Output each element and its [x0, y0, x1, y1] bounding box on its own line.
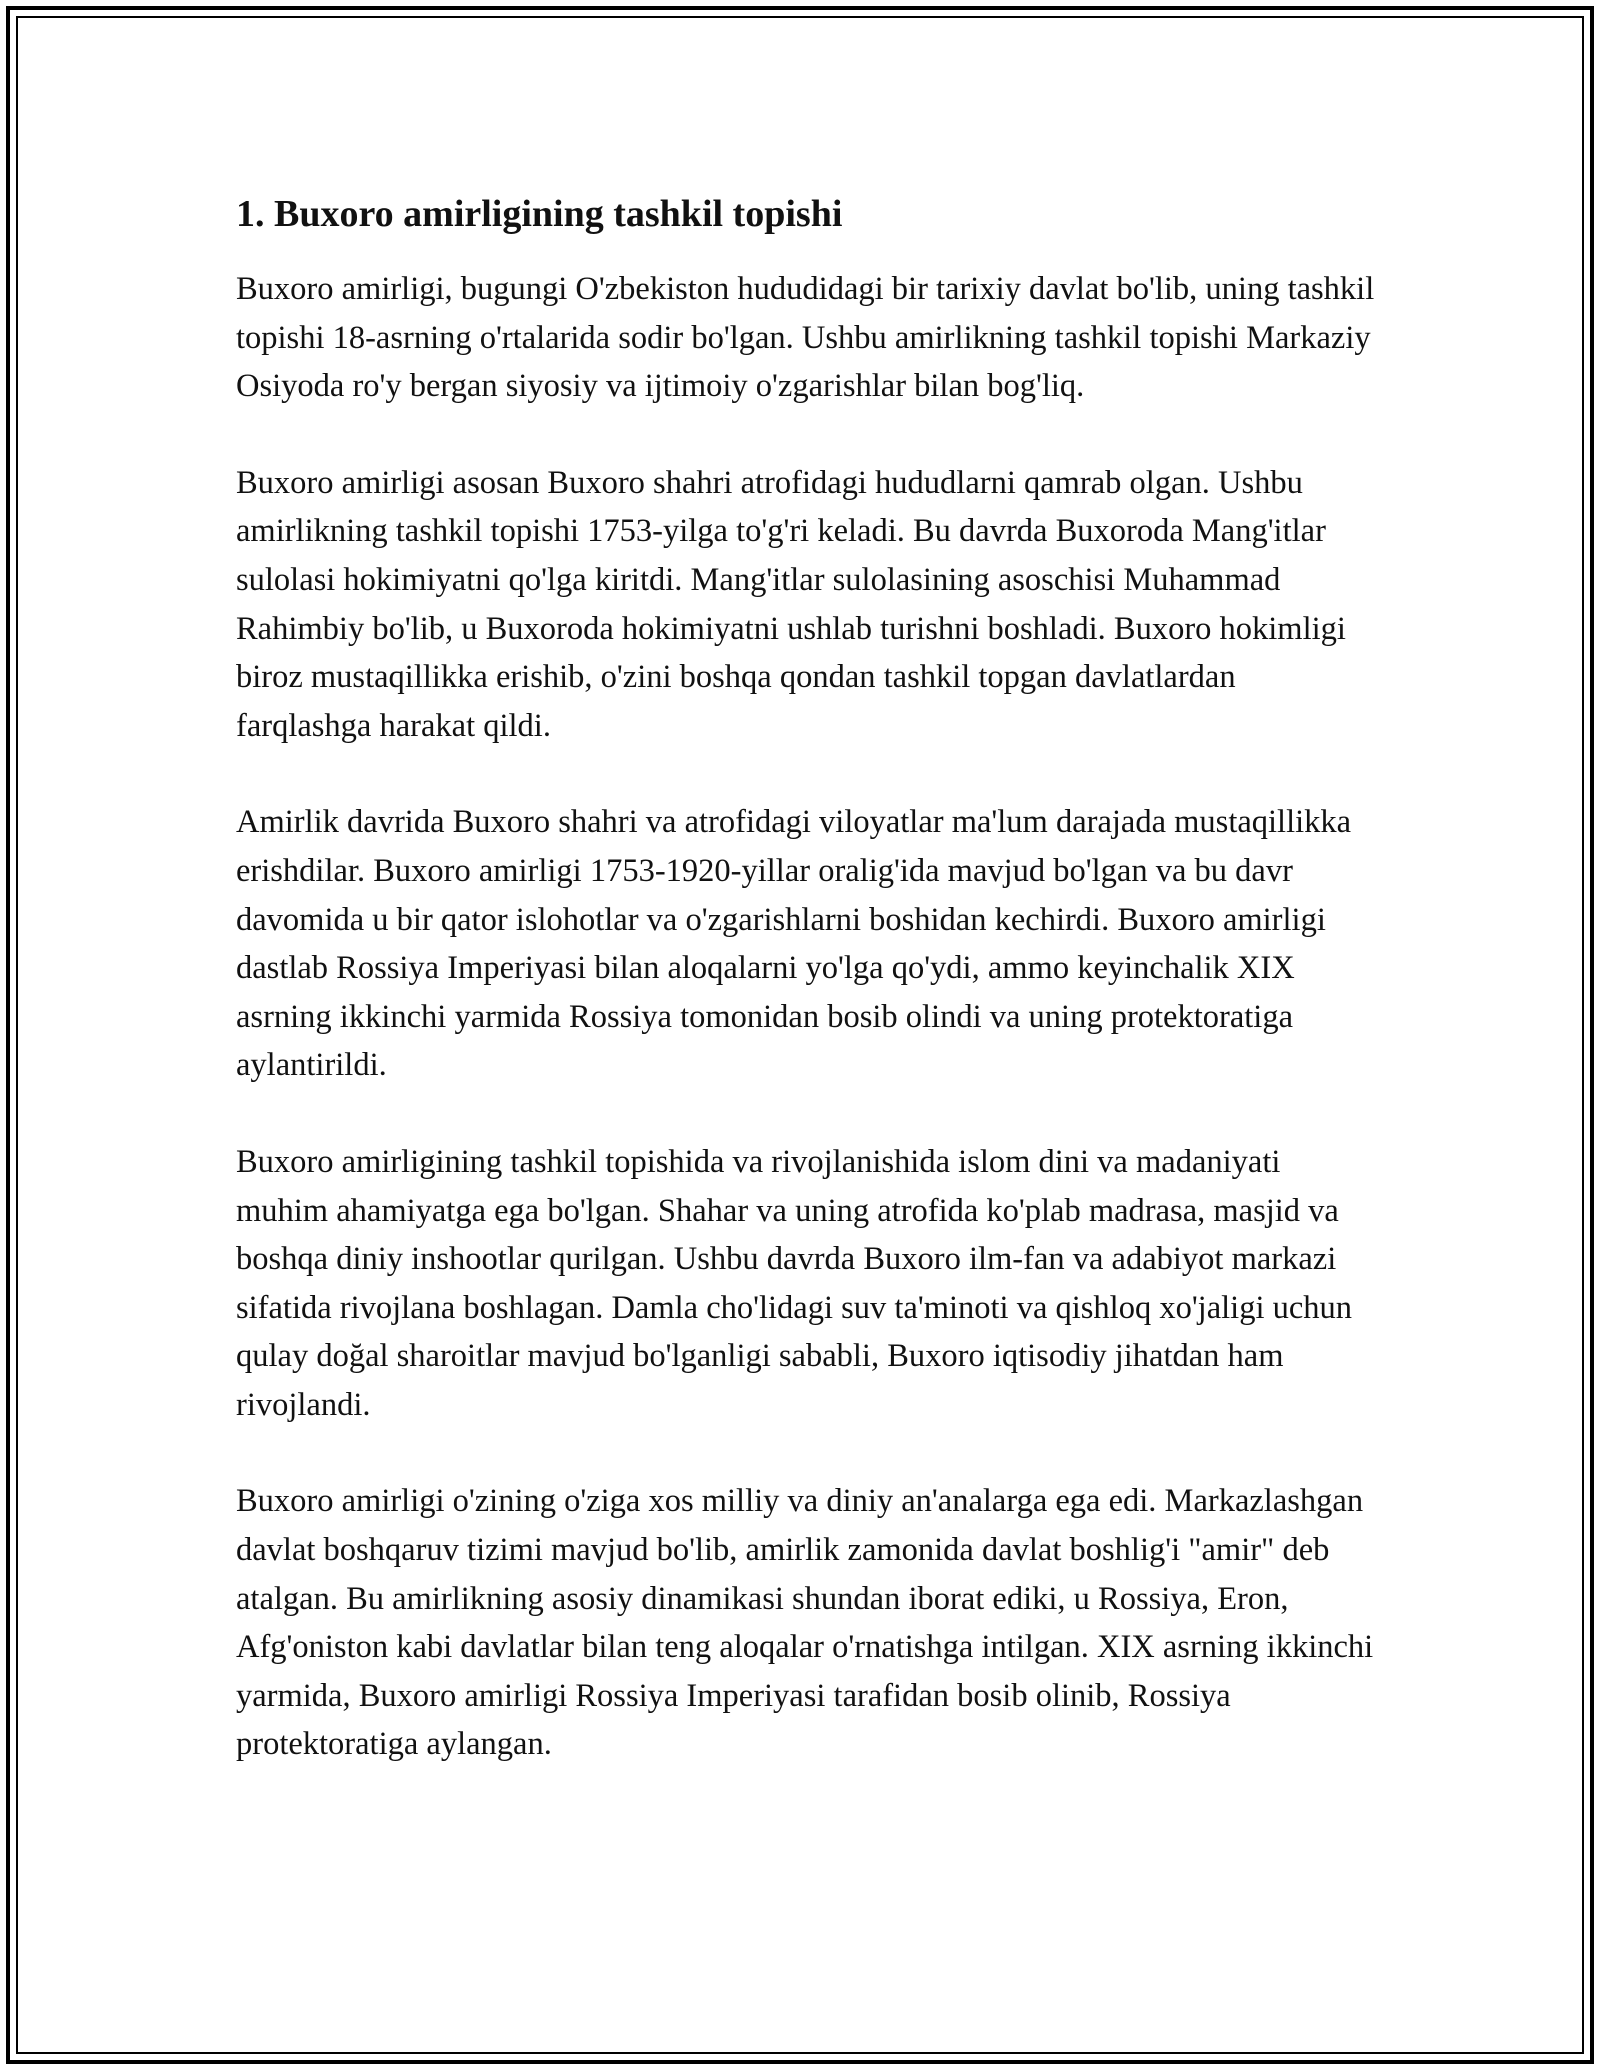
paragraph-2: Buxoro amirligi asosan Buxoro shahri atrofidagi hududlarni qamrab olgan. Ushbu amirlikning tashkil topishi 1753-yilga to'g'ri keladi. Bu davrda Buxoroda Mang'itlar sulolasi hokimiyatni qo'lga kiritdi. Mang'itlar sulolasining asoschisi Muhammad Rahimbiy bo'lib, u Buxoroda hokimiyatni ushlab turishni boshladi. Buxoro hokimligi biroz mustaqillikka erishib, o'zini boshqa qondan tashkil topgan davlatlardan farqlashga harakat qildi. [236, 464, 1346, 744]
paragraph-3: Amirlik davrida Buxoro shahri va atrofidagi viloyatlar ma'lum darajada mustaqillikka erishdilar. Buxoro amirligi 1753-1920-yillar oralig'ida mavjud bo'lgan va bu davr davomida u bir qator islohotlar va o'zgarishlarni boshidan kechirdi. Buxoro amirligi dastlab Rossiya Imperiyasi bilan aloqalarni yo'lga qo'ydi, ammo keyinchalik XIX asrning ikkinchi yarmida Rossiya tomonidan bosib olindi va uning protektoratiga aylantirildi. [236, 804, 1352, 1084]
paragraph-4: Buxoro amirligining tashkil topishida va rivojlanishida islom dini va madaniyati muhim ahamiyatga ega bo'lgan. Shahar va uning atrofida ko'plab madrasa, masjid va boshqa diniy inshootlar qurilgan. Ushbu davrda Buxoro ilm-fan va adabiyot markazi sifatida rivojlana boshlagan. Damla cho'lidagi suv ta'minoti va qishloq xo'jaligi uchun qulay doğal sharoitlar mavjud bo'lganligi sababli, Buxoro iqtisodiy jihatdan ham rivojlandi. [236, 1143, 1353, 1423]
paragraph-5: Buxoro amirligi o'zining o'ziga xos milliy va diniy an'analarga ega edi. Markazlashgan davlat boshqaruv tizimi mavjud bo'lib, amirlik zamonida davlat boshlig'i "amir" deb atalgan. Bu amirlikning asosiy dinamikasi shundan iborat ediki, u Rossiya, Eron, Afg'oniston kabi davlatlar bilan teng aloqalar o'rnatishga intilgan. XIX asrning ikkinchi yarmida, Buxoro amirligi Rossiya Imperiyasi tarafidan bosib olinib, Rossiya protektoratiga aylangan. [236, 1483, 1374, 1763]
document-body [236, 185, 1376, 1817]
paragraph-1: Buxoro amirligi, bugungi O'zbekiston hududidagi bir tarixiy davlat bo'lib, uning tashkil topishi 18-asrning o'rtalarida sodir bo'lgan. Ushbu amirlikning tashkil topishi Markaziy Osiyoda ro'y bergan siyosiy va ijtimoiy o'zgarishlar bilan bog'liq. [236, 271, 1375, 405]
section-title: 1. Buxoro amirligining tashkil topishi [236, 193, 843, 235]
